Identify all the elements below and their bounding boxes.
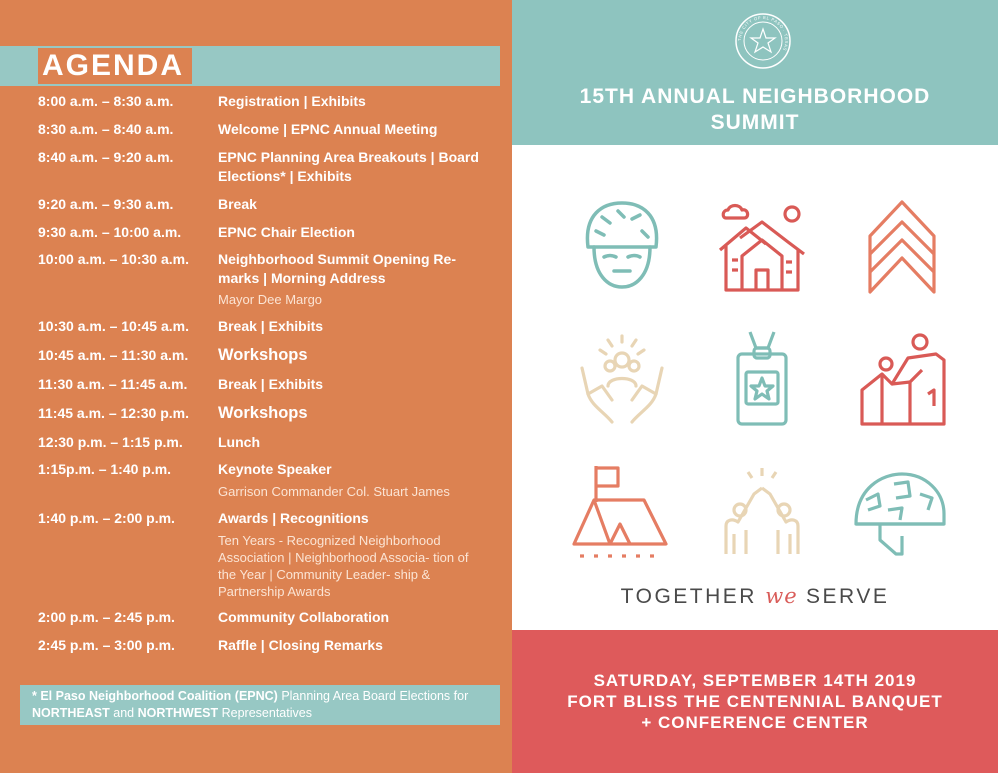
agenda-time: 9:30 a.m. – 10:00 a.m.: [38, 224, 182, 240]
agenda-event: Raffle | Closing Remarks: [218, 637, 383, 653]
agenda-time: 10:00 a.m. – 10:30 a.m.: [38, 251, 189, 267]
agenda-event: Break: [218, 196, 257, 212]
agenda-time: 9:20 a.m. – 9:30 a.m.: [38, 196, 174, 212]
event-venue-line2: + CONFERENCE CENTER: [641, 713, 869, 732]
agenda-time: 8:40 a.m. – 9:20 a.m.: [38, 149, 174, 165]
camp-tent-flag-icon: [570, 462, 670, 562]
summit-title-line2: SUMMIT: [710, 111, 800, 134]
header-band: [512, 0, 998, 145]
agenda-event: Workshops: [218, 346, 308, 364]
event-info: [512, 670, 998, 733]
climbing-together-icon: [852, 330, 952, 430]
agenda-event: Break | Exhibits: [218, 318, 324, 334]
agenda-time: 10:30 a.m. – 10:45 a.m.: [38, 318, 189, 334]
cover-panel: [512, 0, 998, 773]
agenda-event: EPNC Planning Area Breakouts | Board Elections* | Exhibits: [218, 149, 479, 184]
agenda-event: Neighborhood Summit Opening Re- marks | Morning Address: [218, 251, 456, 286]
event-date: SATURDAY, SEPTEMBER 14TH 2019: [593, 671, 917, 690]
summit-title: [512, 84, 998, 136]
agenda-time: 10:45 a.m. – 11:30 a.m.: [38, 347, 189, 363]
summit-title-line1: 15TH ANNUAL NEIGHBORHOOD: [579, 85, 931, 108]
agenda-time: 2:00 p.m. – 2:45 p.m.: [38, 609, 175, 625]
agenda-time: 12:30 p.m. – 1:15 p.m.: [38, 434, 183, 450]
footnote-northwest: NORTHWEST: [137, 706, 219, 720]
agenda-event: Welcome | EPNC Annual Meeting: [218, 121, 438, 137]
agenda-time: 8:00 a.m. – 8:30 a.m.: [38, 93, 174, 109]
agenda-speaker: Mayor Dee Margo: [218, 292, 323, 307]
tagline-serve: SERVE: [797, 585, 890, 608]
footnote-end: Representatives: [218, 706, 312, 720]
agenda-speaker: Garrison Commander Col. Stuart James: [218, 484, 450, 499]
city-seal-icon: [734, 12, 792, 70]
houses-icon: [712, 198, 812, 298]
agenda-event: Awards | Recognitions: [218, 510, 369, 526]
tagline-we: we: [765, 584, 798, 608]
agenda-time: 11:45 a.m. – 12:30 p.m.: [38, 405, 189, 421]
tagline: [512, 584, 998, 609]
footnote-box: [20, 685, 500, 725]
agenda-time: 2:45 p.m. – 3:00 p.m.: [38, 637, 175, 653]
footnote-and: and: [109, 706, 138, 720]
agenda-event: Keynote Speaker: [218, 461, 332, 477]
agenda-time: 1:40 p.m. – 2:00 p.m.: [38, 510, 175, 526]
community-hands-icon: [572, 330, 672, 430]
agenda-event: Workshops: [218, 404, 308, 422]
agenda-event: EPNC Chair Election: [218, 224, 355, 240]
seal-text: THE CITY OF EL PASO · TEXAS: [736, 14, 790, 52]
camo-helmet-icon: [850, 464, 950, 564]
event-info-band: [512, 630, 998, 773]
footnote-mid: Planning Area Board Elections for: [277, 689, 469, 703]
footnote-northeast: NORTHEAST: [32, 706, 110, 720]
dog-tag-icon: [712, 328, 812, 428]
agenda-event: Registration | Exhibits: [218, 93, 366, 109]
agenda-awards-detail: Ten Years - Recognized Neighborhood Association | Neighborhood Associa- tion of the Year | Community Leader- ship & Partnership Awards: [218, 533, 469, 599]
agenda-time: 11:30 a.m. – 11:45 a.m.: [38, 376, 188, 392]
tagline-together: TOGETHER: [620, 585, 766, 608]
soldier-face-icon: [572, 195, 672, 295]
high-five-icon: [712, 464, 812, 564]
footnote-epnc: * El Paso Neighborhood Coalition (EPNC): [32, 689, 278, 703]
event-venue: FORT BLISS THE CENTENNIAL BANQUET: [567, 692, 943, 711]
agenda-time: 8:30 a.m. – 8:40 a.m.: [38, 121, 174, 137]
agenda-event: Break | Exhibits: [218, 376, 324, 392]
agenda-title: AGENDA: [38, 48, 192, 84]
sergeant-chevron-icon: [852, 196, 952, 296]
agenda-event: Community Collaboration: [218, 609, 390, 625]
footnote-text: [32, 688, 492, 722]
agenda-time: 1:15p.m. – 1:40 p.m.: [38, 461, 172, 477]
agenda-event: Lunch: [218, 434, 260, 450]
